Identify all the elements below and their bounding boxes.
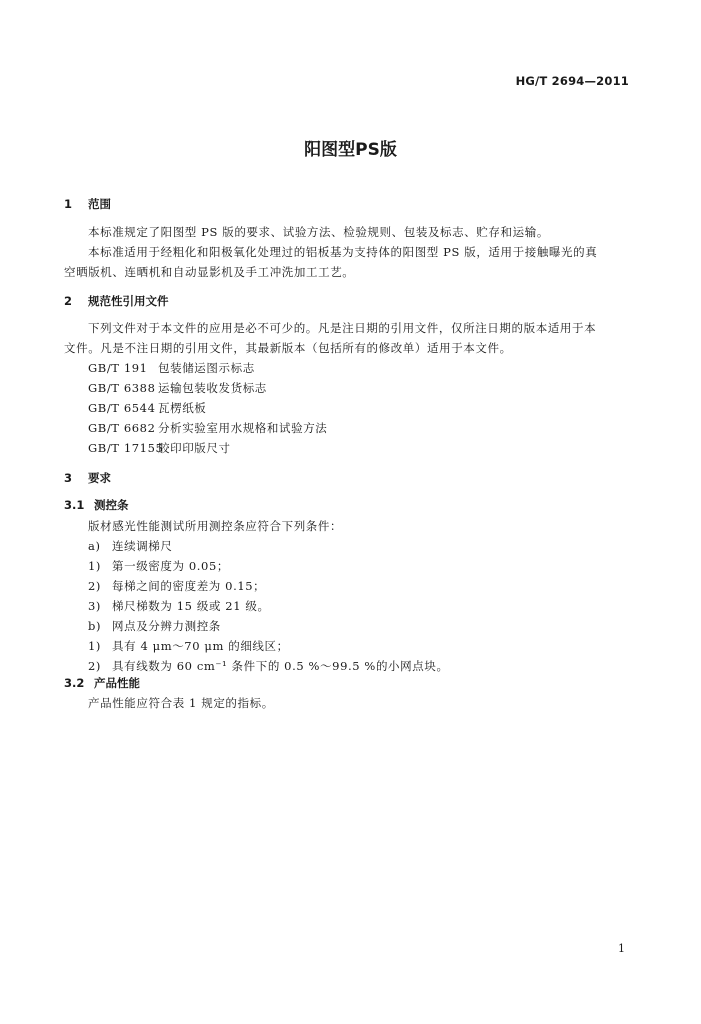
reference-item	[88, 398, 206, 418]
document-title: 阳图型PS版	[304, 140, 397, 160]
section-1-heading	[64, 196, 111, 212]
list-item	[88, 576, 265, 596]
reference-code: GB/T 6544	[88, 401, 156, 415]
list-item-marker: a)	[88, 539, 101, 553]
subsection-3-2-text: 产品性能应符合表 1 规定的指标。	[88, 696, 274, 710]
list-item	[88, 616, 221, 636]
subsection-3-2-heading	[64, 675, 140, 691]
list-item-text: 网点及分辨力测控条	[112, 619, 221, 633]
list-item-marker: 3)	[88, 599, 102, 613]
section-2-number: 2	[64, 294, 73, 308]
list-item	[88, 656, 449, 676]
reference-name: 分析实验室用水规格和试验方法	[158, 421, 328, 435]
list-item-text: 具有线数为 60 cm⁻¹ 条件下的 0.5 %～99.5 %的小网点块。	[112, 659, 449, 673]
list-item-marker: 1)	[88, 559, 102, 573]
reference-item	[88, 358, 255, 378]
list-item-text: 第一级密度为 0.05；	[112, 559, 229, 573]
reference-code: GB/T 6388	[88, 381, 156, 395]
list-item-text: 具有 4 μm～70 μm 的细线区；	[112, 639, 289, 653]
list-item-text: 每梯之间的密度差为 0.15；	[112, 579, 266, 593]
section-1-paragraph-2-line-2: 空晒版机、连晒机和自动显影机及手工冲洗加工工艺。	[64, 265, 355, 279]
list-item	[88, 596, 270, 616]
subsection-3-2-title: 产品性能	[94, 676, 140, 690]
reference-name: 瓦楞纸板	[158, 401, 207, 415]
list-item-marker: 2)	[88, 579, 102, 593]
list-item-text: 连续调梯尺	[112, 539, 173, 553]
reference-code: GB/T 191	[88, 361, 148, 375]
section-1-paragraph-1: 本标准规定了阳图型 PS 版的要求、试验方法、检验规则、包装及标志、贮存和运输。	[88, 225, 549, 239]
list-item	[88, 636, 289, 656]
section-3-title: 要求	[88, 471, 111, 485]
reference-code: GB/T 6682	[88, 421, 156, 435]
subsection-3-1-number: 3.1	[64, 498, 85, 512]
section-2-title: 规范性引用文件	[88, 294, 169, 308]
reference-item	[88, 378, 267, 398]
section-2-intro-line-1: 下列文件对于本文件的应用是必不可少的。凡是注日期的引用文件，仅所注日期的版本适用于本	[88, 321, 597, 335]
reference-code: GB/T 17155	[88, 441, 164, 455]
section-3-heading	[64, 470, 111, 486]
list-item	[88, 536, 173, 556]
reference-name: 胶印印版尺寸	[158, 441, 231, 455]
list-item-text: 梯尺梯数为 15 级或 21 级。	[112, 599, 270, 613]
subsection-3-1-heading	[64, 497, 129, 513]
subsection-3-1-intro: 版材感光性能测试所用测控条应符合下列条件：	[88, 519, 343, 533]
reference-item	[88, 438, 231, 458]
subsection-3-2-number: 3.2	[64, 676, 85, 690]
section-2-heading	[64, 293, 169, 309]
list-item	[88, 556, 229, 576]
section-1-paragraph-2-line-1: 本标准适用于经粗化和阳极氧化处理过的铝板基为支持体的阳图型 PS 版，适用于接触曝光的真	[88, 245, 598, 259]
reference-item	[88, 418, 327, 438]
section-3-number: 3	[64, 471, 73, 485]
list-item-marker: 2)	[88, 659, 102, 673]
subsection-3-1-title: 测控条	[94, 498, 129, 512]
section-1-title: 范围	[88, 197, 111, 211]
page-number: 1	[618, 942, 625, 955]
section-1-number: 1	[64, 197, 73, 211]
reference-name: 包装储运图示标志	[158, 361, 255, 375]
reference-name: 运输包装收发货标志	[158, 381, 267, 395]
standard-number: HG/T 2694—2011	[515, 74, 629, 88]
section-2-intro-line-2: 文件。凡是不注日期的引用文件，其最新版本（包括所有的修改单）适用于本文件。	[64, 341, 512, 355]
list-item-marker: b)	[88, 619, 102, 633]
list-item-marker: 1)	[88, 639, 102, 653]
